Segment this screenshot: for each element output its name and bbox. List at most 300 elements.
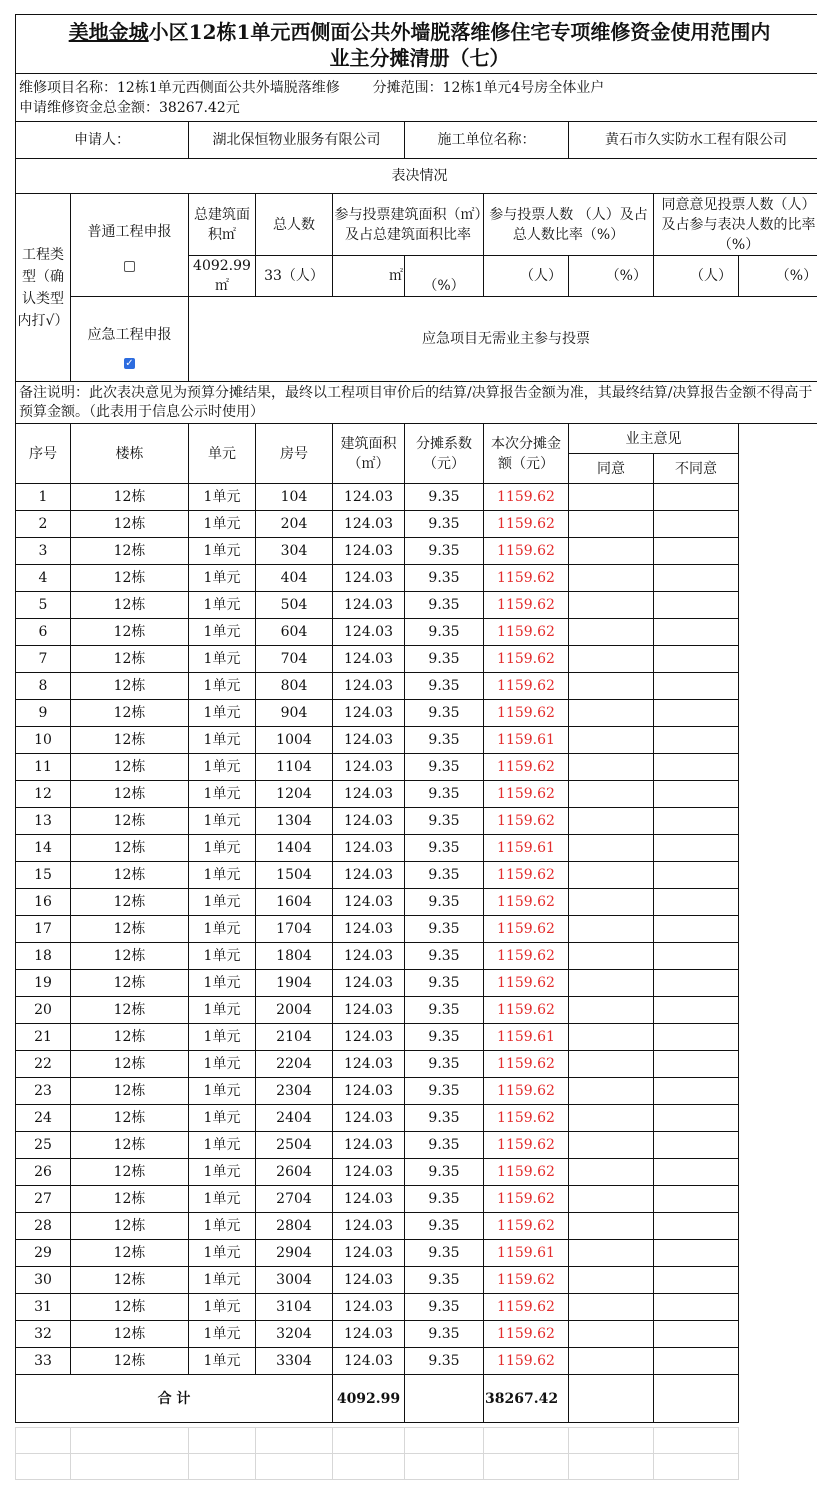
cell-agree[interactable] xyxy=(569,1267,654,1294)
cell-room: 1004 xyxy=(256,727,333,754)
cell-seq: 16 xyxy=(16,889,71,916)
cell-disagree[interactable] xyxy=(654,727,739,754)
cell-seq: 25 xyxy=(16,1132,71,1159)
cell-agree[interactable] xyxy=(569,1213,654,1240)
cell-agree[interactable] xyxy=(569,1078,654,1105)
cell-disagree[interactable] xyxy=(654,1078,739,1105)
cell-disagree[interactable] xyxy=(654,835,739,862)
cell-area: 124.03 xyxy=(333,1078,405,1105)
cell-coef: 9.35 xyxy=(405,916,484,943)
cell-seq: 9 xyxy=(16,700,71,727)
cell-coef: 9.35 xyxy=(405,619,484,646)
total-agree-empty xyxy=(569,1375,654,1423)
total-amount: 38267.42 xyxy=(484,1375,569,1423)
scope-value: 12栋1单元4号房全体业户 xyxy=(442,79,605,96)
cell-coef: 9.35 xyxy=(405,754,484,781)
cell-agree[interactable] xyxy=(569,862,654,889)
cell-seq: 30 xyxy=(16,1267,71,1294)
cell-coef: 9.35 xyxy=(405,727,484,754)
cell-amount: 1159.62 xyxy=(484,484,569,511)
cell-room: 2604 xyxy=(256,1159,333,1186)
cell-room: 2504 xyxy=(256,1132,333,1159)
cell-seq: 26 xyxy=(16,1159,71,1186)
title-line1: 小区12栋1单元西侧面公共外墙脱落维修住宅专项维修资金使用范围内 xyxy=(148,20,771,44)
cell-room: 2204 xyxy=(256,1051,333,1078)
cell-unit: 1单元 xyxy=(189,619,256,646)
cell-disagree[interactable] xyxy=(654,1159,739,1186)
emergency-project-checkbox[interactable]: ✓ xyxy=(125,357,134,369)
cell-area: 124.03 xyxy=(333,943,405,970)
table-row xyxy=(16,538,817,565)
cell-unit: 1单元 xyxy=(189,970,256,997)
table-row xyxy=(16,754,817,781)
table-row xyxy=(16,835,817,862)
cell-area: 124.03 xyxy=(333,1132,405,1159)
cell-amount: 1159.62 xyxy=(484,943,569,970)
vote-area-header: 参与投票建筑面积（㎡）及占总建筑面积比率 xyxy=(333,194,484,256)
table-row xyxy=(16,1267,817,1294)
col-disagree-header: 不同意 xyxy=(654,454,739,484)
vote-area-unit: ㎡ xyxy=(333,256,405,297)
agree-header: 同意意见投票人数（人）及占参与表决人数的比率（%） xyxy=(654,194,817,256)
cell-seq: 33 xyxy=(16,1348,71,1375)
cell-disagree[interactable] xyxy=(654,1348,739,1375)
cell-room: 1104 xyxy=(256,754,333,781)
cell-agree[interactable] xyxy=(569,835,654,862)
cell-coef: 9.35 xyxy=(405,1321,484,1348)
cell-amount: 1159.62 xyxy=(484,511,569,538)
cell-disagree[interactable] xyxy=(654,538,739,565)
cell-disagree[interactable] xyxy=(654,1051,739,1078)
cell-agree[interactable] xyxy=(569,619,654,646)
cell-coef: 9.35 xyxy=(405,700,484,727)
cell-agree[interactable] xyxy=(569,538,654,565)
cell-area: 124.03 xyxy=(333,727,405,754)
cell-agree[interactable] xyxy=(569,727,654,754)
cell-unit: 1单元 xyxy=(189,538,256,565)
cell-disagree[interactable] xyxy=(654,754,739,781)
cell-agree[interactable] xyxy=(569,511,654,538)
cell-unit: 1单元 xyxy=(189,1159,256,1186)
cell-area: 124.03 xyxy=(333,511,405,538)
cell-coef: 9.35 xyxy=(405,997,484,1024)
cell-amount: 1159.62 xyxy=(484,673,569,700)
cell-amount: 1159.62 xyxy=(484,565,569,592)
scope-label: 分摊范围： xyxy=(372,79,443,96)
cell-seq: 24 xyxy=(16,1105,71,1132)
cell-unit: 1单元 xyxy=(189,1348,256,1375)
owner-rows xyxy=(16,484,817,1375)
cell-amount: 1159.62 xyxy=(484,646,569,673)
cell-room: 404 xyxy=(256,565,333,592)
cell-area: 124.03 xyxy=(333,1294,405,1321)
cell-building: 12栋 xyxy=(71,1186,189,1213)
table-row xyxy=(16,1078,817,1105)
cell-disagree[interactable] xyxy=(654,1186,739,1213)
cell-agree[interactable] xyxy=(569,754,654,781)
cell-area: 124.03 xyxy=(333,646,405,673)
cell-disagree[interactable] xyxy=(654,889,739,916)
cell-agree[interactable] xyxy=(569,1294,654,1321)
normal-project-label: 普通工程申报 xyxy=(87,224,172,240)
col-coef-header: 分摊系数（元） xyxy=(405,424,484,484)
cell-disagree[interactable] xyxy=(654,916,739,943)
cell-unit: 1单元 xyxy=(189,862,256,889)
table-row xyxy=(16,916,817,943)
cell-disagree[interactable] xyxy=(654,1267,739,1294)
cell-seq: 4 xyxy=(16,565,71,592)
cell-amount: 1159.61 xyxy=(484,1240,569,1267)
cell-building: 12栋 xyxy=(71,808,189,835)
cell-disagree[interactable] xyxy=(654,862,739,889)
contractor-label: 施工单位名称： xyxy=(405,122,569,159)
cell-coef: 9.35 xyxy=(405,1186,484,1213)
cell-agree[interactable] xyxy=(569,592,654,619)
cell-amount: 1159.62 xyxy=(484,1321,569,1348)
cell-disagree[interactable] xyxy=(654,1105,739,1132)
cell-coef: 9.35 xyxy=(405,484,484,511)
cell-disagree[interactable] xyxy=(654,1321,739,1348)
cell-coef: 9.35 xyxy=(405,808,484,835)
normal-project-checkbox[interactable] xyxy=(124,261,135,272)
cell-agree[interactable] xyxy=(569,565,654,592)
table-row xyxy=(16,1294,817,1321)
cell-amount: 1159.62 xyxy=(484,1213,569,1240)
cell-area: 124.03 xyxy=(333,1024,405,1051)
cell-disagree[interactable] xyxy=(654,673,739,700)
cell-coef: 9.35 xyxy=(405,1159,484,1186)
cell-building: 12栋 xyxy=(71,754,189,781)
table-row xyxy=(16,1213,817,1240)
cell-building: 12栋 xyxy=(71,673,189,700)
cell-area: 124.03 xyxy=(333,781,405,808)
cell-area: 124.03 xyxy=(333,619,405,646)
cell-agree[interactable] xyxy=(569,1132,654,1159)
table-row xyxy=(16,781,817,808)
total-people-header: 总人数 xyxy=(256,194,333,256)
cell-building: 12栋 xyxy=(71,1321,189,1348)
cell-amount: 1159.62 xyxy=(484,1294,569,1321)
cell-building: 12栋 xyxy=(71,1240,189,1267)
cell-disagree[interactable] xyxy=(654,943,739,970)
cell-disagree[interactable] xyxy=(654,700,739,727)
vote-people-pct: （%） xyxy=(569,256,654,297)
col-building-header: 楼栋 xyxy=(71,424,189,484)
cell-disagree[interactable] xyxy=(654,781,739,808)
cell-area: 124.03 xyxy=(333,997,405,1024)
cell-seq: 3 xyxy=(16,538,71,565)
table-row xyxy=(16,700,817,727)
cell-agree[interactable] xyxy=(569,646,654,673)
cell-agree[interactable] xyxy=(569,1105,654,1132)
cell-building: 12栋 xyxy=(71,592,189,619)
cell-disagree[interactable] xyxy=(654,484,739,511)
cell-room: 704 xyxy=(256,646,333,673)
cell-coef: 9.35 xyxy=(405,1348,484,1375)
cell-unit: 1单元 xyxy=(189,889,256,916)
table-row xyxy=(16,1321,817,1348)
cell-unit: 1单元 xyxy=(189,565,256,592)
cell-agree[interactable] xyxy=(569,1159,654,1186)
cell-unit: 1单元 xyxy=(189,592,256,619)
vote-people-unit: （人） xyxy=(484,256,569,297)
cell-coef: 9.35 xyxy=(405,889,484,916)
cell-room: 2304 xyxy=(256,1078,333,1105)
cell-amount: 1159.62 xyxy=(484,916,569,943)
cell-building: 12栋 xyxy=(71,1105,189,1132)
cell-unit: 1单元 xyxy=(189,1294,256,1321)
cell-coef: 9.35 xyxy=(405,1213,484,1240)
table-row xyxy=(16,1024,817,1051)
cell-disagree[interactable] xyxy=(654,619,739,646)
cell-area: 124.03 xyxy=(333,484,405,511)
cell-disagree[interactable] xyxy=(654,997,739,1024)
cell-area: 124.03 xyxy=(333,1186,405,1213)
applicant-label: 申请人： xyxy=(16,122,189,159)
cell-area: 124.03 xyxy=(333,1348,405,1375)
cell-unit: 1单元 xyxy=(189,484,256,511)
fund-total-value: 38267.42元 xyxy=(159,99,240,116)
cell-unit: 1单元 xyxy=(189,916,256,943)
cell-area: 124.03 xyxy=(333,1213,405,1240)
table-row xyxy=(16,889,817,916)
cell-agree[interactable] xyxy=(569,673,654,700)
cell-area: 124.03 xyxy=(333,916,405,943)
cell-seq: 31 xyxy=(16,1294,71,1321)
cell-area: 124.03 xyxy=(333,1267,405,1294)
cell-unit: 1单元 xyxy=(189,997,256,1024)
cell-coef: 9.35 xyxy=(405,862,484,889)
cell-building: 12栋 xyxy=(71,565,189,592)
cell-coef: 9.35 xyxy=(405,1051,484,1078)
table-row xyxy=(16,646,817,673)
cell-seq: 6 xyxy=(16,619,71,646)
cell-coef: 9.35 xyxy=(405,511,484,538)
cell-amount: 1159.62 xyxy=(484,1051,569,1078)
cell-room: 1504 xyxy=(256,862,333,889)
cell-room: 604 xyxy=(256,619,333,646)
cell-room: 2804 xyxy=(256,1213,333,1240)
cell-agree[interactable] xyxy=(569,916,654,943)
cell-room: 3204 xyxy=(256,1321,333,1348)
cell-room: 304 xyxy=(256,538,333,565)
cell-coef: 9.35 xyxy=(405,1132,484,1159)
cell-agree[interactable] xyxy=(569,970,654,997)
cell-seq: 11 xyxy=(16,754,71,781)
cell-building: 12栋 xyxy=(71,1132,189,1159)
cell-disagree[interactable] xyxy=(654,565,739,592)
cell-unit: 1单元 xyxy=(189,1132,256,1159)
cell-coef: 9.35 xyxy=(405,943,484,970)
cell-seq: 13 xyxy=(16,808,71,835)
cell-agree[interactable] xyxy=(569,781,654,808)
table-row xyxy=(16,1105,817,1132)
cell-room: 1204 xyxy=(256,781,333,808)
cell-room: 504 xyxy=(256,592,333,619)
cell-disagree[interactable] xyxy=(654,511,739,538)
cell-area: 124.03 xyxy=(333,970,405,997)
fund-total-label: 申请维修资金总金额： xyxy=(19,99,159,116)
cell-building: 12栋 xyxy=(71,1348,189,1375)
cell-area: 124.03 xyxy=(333,1240,405,1267)
cell-agree[interactable] xyxy=(569,943,654,970)
table-row xyxy=(16,1240,817,1267)
cell-unit: 1单元 xyxy=(189,1186,256,1213)
cell-building: 12栋 xyxy=(71,538,189,565)
cell-area: 124.03 xyxy=(333,862,405,889)
cell-room: 2404 xyxy=(256,1105,333,1132)
cell-coef: 9.35 xyxy=(405,835,484,862)
cell-area: 124.03 xyxy=(333,1105,405,1132)
cell-coef: 9.35 xyxy=(405,1024,484,1051)
cell-building: 12栋 xyxy=(71,511,189,538)
cell-coef: 9.35 xyxy=(405,970,484,997)
cell-room: 104 xyxy=(256,484,333,511)
cell-unit: 1单元 xyxy=(189,943,256,970)
cell-area: 124.03 xyxy=(333,835,405,862)
cell-amount: 1159.62 xyxy=(484,889,569,916)
cell-coef: 9.35 xyxy=(405,1105,484,1132)
total-area-header: 总建筑面积㎡ xyxy=(189,194,256,256)
table-row xyxy=(16,1186,817,1213)
table-row xyxy=(16,1348,817,1375)
table-row xyxy=(16,997,817,1024)
cell-building: 12栋 xyxy=(71,943,189,970)
cell-seq: 14 xyxy=(16,835,71,862)
cell-seq: 2 xyxy=(16,511,71,538)
cell-seq: 18 xyxy=(16,943,71,970)
cell-amount: 1159.62 xyxy=(484,754,569,781)
cell-agree[interactable] xyxy=(569,484,654,511)
table-row xyxy=(16,808,817,835)
cell-building: 12栋 xyxy=(71,889,189,916)
remark: 备注说明：此次表决意见为预算分摊结果，最终以工程项目审价后的结算/决算报告金额为准，其最终结算/决算报告金额不得高于预算金额。（此表用于信息公示时使用） xyxy=(16,382,817,424)
col-unit-header: 单元 xyxy=(189,424,256,484)
cell-disagree[interactable] xyxy=(654,808,739,835)
cell-amount: 1159.61 xyxy=(484,727,569,754)
cell-agree[interactable] xyxy=(569,1321,654,1348)
cell-unit: 1单元 xyxy=(189,754,256,781)
agree-pct: （%） xyxy=(739,256,817,297)
cell-amount: 1159.62 xyxy=(484,1267,569,1294)
cell-unit: 1单元 xyxy=(189,1024,256,1051)
col-amount-header: 本次分摊金额（元） xyxy=(484,424,569,484)
cell-building: 12栋 xyxy=(71,997,189,1024)
cell-seq: 28 xyxy=(16,1213,71,1240)
emergency-project-cell xyxy=(71,297,189,382)
cell-seq: 29 xyxy=(16,1240,71,1267)
emergency-note: 应急项目无需业主参与投票 xyxy=(189,297,817,382)
cell-agree[interactable] xyxy=(569,889,654,916)
cell-building: 12栋 xyxy=(71,727,189,754)
cell-coef: 9.35 xyxy=(405,592,484,619)
cell-seq: 32 xyxy=(16,1321,71,1348)
cell-unit: 1单元 xyxy=(189,646,256,673)
cell-amount: 1159.62 xyxy=(484,592,569,619)
cell-room: 3004 xyxy=(256,1267,333,1294)
cell-area: 124.03 xyxy=(333,700,405,727)
cell-seq: 22 xyxy=(16,1051,71,1078)
spreadsheet-grid xyxy=(15,1427,817,1480)
cell-amount: 1159.62 xyxy=(484,1186,569,1213)
cell-agree[interactable] xyxy=(569,997,654,1024)
applicant-value: 湖北保恒物业服务有限公司 xyxy=(189,122,405,159)
cell-unit: 1单元 xyxy=(189,1213,256,1240)
agree-unit: （人） xyxy=(654,256,739,297)
cell-building: 12栋 xyxy=(71,1078,189,1105)
table-row xyxy=(16,511,817,538)
cell-seq: 5 xyxy=(16,592,71,619)
cell-agree[interactable] xyxy=(569,808,654,835)
cell-unit: 1单元 xyxy=(189,1078,256,1105)
cell-seq: 20 xyxy=(16,997,71,1024)
cell-seq: 17 xyxy=(16,916,71,943)
cell-agree[interactable] xyxy=(569,1186,654,1213)
cell-room: 2104 xyxy=(256,1024,333,1051)
cell-disagree[interactable] xyxy=(654,1240,739,1267)
emergency-project-label: 应急工程申报 xyxy=(87,327,172,343)
cell-agree[interactable] xyxy=(569,1024,654,1051)
total-area-value: 4092.99㎡ xyxy=(189,256,256,297)
project-type-label: 工程类型（确认类型内打√） xyxy=(16,194,71,382)
cell-coef: 9.35 xyxy=(405,781,484,808)
cell-building: 12栋 xyxy=(71,1051,189,1078)
normal-project-cell xyxy=(71,194,189,297)
table-row xyxy=(16,970,817,997)
total-disagree-empty xyxy=(654,1375,739,1423)
cell-disagree[interactable] xyxy=(654,970,739,997)
cell-area: 124.03 xyxy=(333,1051,405,1078)
cell-room: 1804 xyxy=(256,943,333,970)
cell-unit: 1单元 xyxy=(189,673,256,700)
cell-agree[interactable] xyxy=(569,1348,654,1375)
cell-agree[interactable] xyxy=(569,700,654,727)
cell-disagree[interactable] xyxy=(654,1213,739,1240)
cell-agree[interactable] xyxy=(569,1240,654,1267)
title-community-name: 美地金城 xyxy=(68,20,149,44)
project-name-value: 12栋1单元西侧面公共外墙脱落维修 xyxy=(117,79,340,96)
total-people-value: 33（人） xyxy=(256,256,333,297)
cell-building: 12栋 xyxy=(71,1294,189,1321)
cell-disagree[interactable] xyxy=(654,1294,739,1321)
cell-unit: 1单元 xyxy=(189,700,256,727)
cell-amount: 1159.62 xyxy=(484,862,569,889)
contractor-value: 黄石市久实防水工程有限公司 xyxy=(569,122,817,159)
table-row xyxy=(16,619,817,646)
cell-room: 904 xyxy=(256,700,333,727)
table-row xyxy=(16,1051,817,1078)
cell-agree[interactable] xyxy=(569,1051,654,1078)
table-row xyxy=(16,1159,817,1186)
cell-seq: 15 xyxy=(16,862,71,889)
cell-disagree[interactable] xyxy=(654,1024,739,1051)
cell-seq: 21 xyxy=(16,1024,71,1051)
cell-disagree[interactable] xyxy=(654,592,739,619)
col-opinion-header: 业主意见 xyxy=(569,424,739,454)
cell-room: 2704 xyxy=(256,1186,333,1213)
cell-room: 2004 xyxy=(256,997,333,1024)
cell-amount: 1159.62 xyxy=(484,1105,569,1132)
cell-amount: 1159.62 xyxy=(484,619,569,646)
cell-building: 12栋 xyxy=(71,1159,189,1186)
table-row xyxy=(16,673,817,700)
col-agree-header: 同意 xyxy=(569,454,654,484)
cell-building: 12栋 xyxy=(71,1267,189,1294)
col-seq-header: 序号 xyxy=(16,424,71,484)
table-row xyxy=(16,592,817,619)
cell-disagree[interactable] xyxy=(654,646,739,673)
cell-disagree[interactable] xyxy=(654,1132,739,1159)
